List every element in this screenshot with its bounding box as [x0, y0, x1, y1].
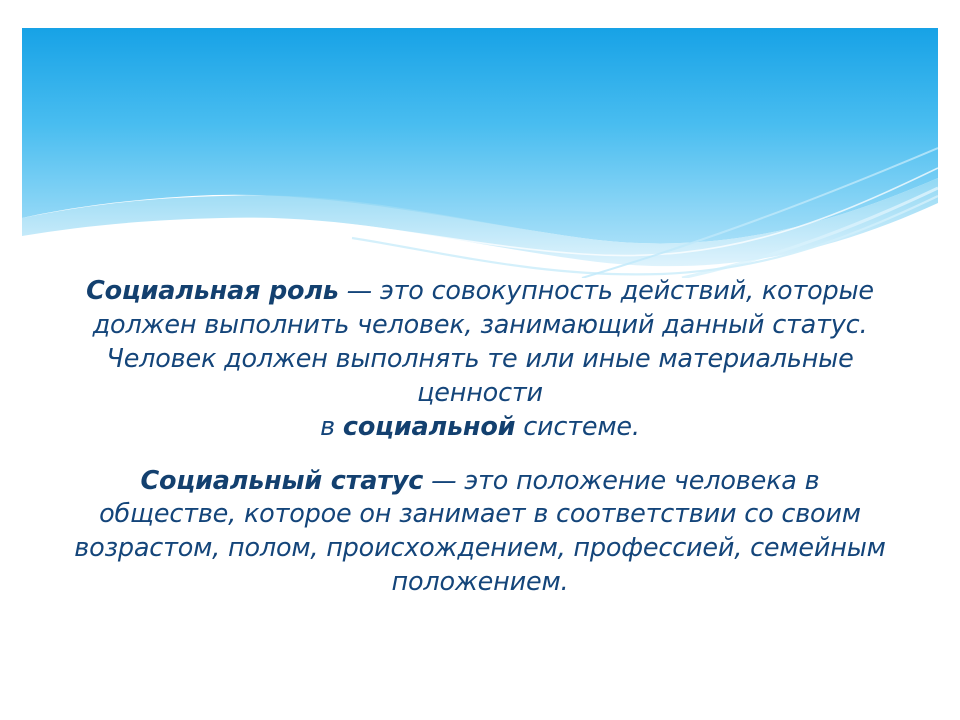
slide-body	[70, 275, 890, 600]
tail-suffix-social-role: системе.	[515, 411, 640, 442]
tail-bold-social-role: социальной	[342, 411, 516, 442]
paragraph-social-role	[70, 275, 890, 445]
tail-prefix-social-role: в	[320, 411, 343, 442]
banner-graphic	[22, 28, 938, 278]
paragraph-social-status	[70, 465, 890, 601]
text-social-status: — это положение человека в обществе, которое он занимает в соответствии со своим возрастом, полом, происхождением, профессией, семейным положением.	[74, 465, 886, 598]
term-social-status: Социальный статус	[140, 465, 424, 496]
blue-wave-banner	[22, 28, 938, 278]
text-social-role: — это совокупность действий, которые должен выполнить человек, занимающий данный статус. Человек должен выполнять те или иные материальные ценности	[92, 276, 874, 408]
term-social-role: Социальная роль	[86, 276, 339, 306]
